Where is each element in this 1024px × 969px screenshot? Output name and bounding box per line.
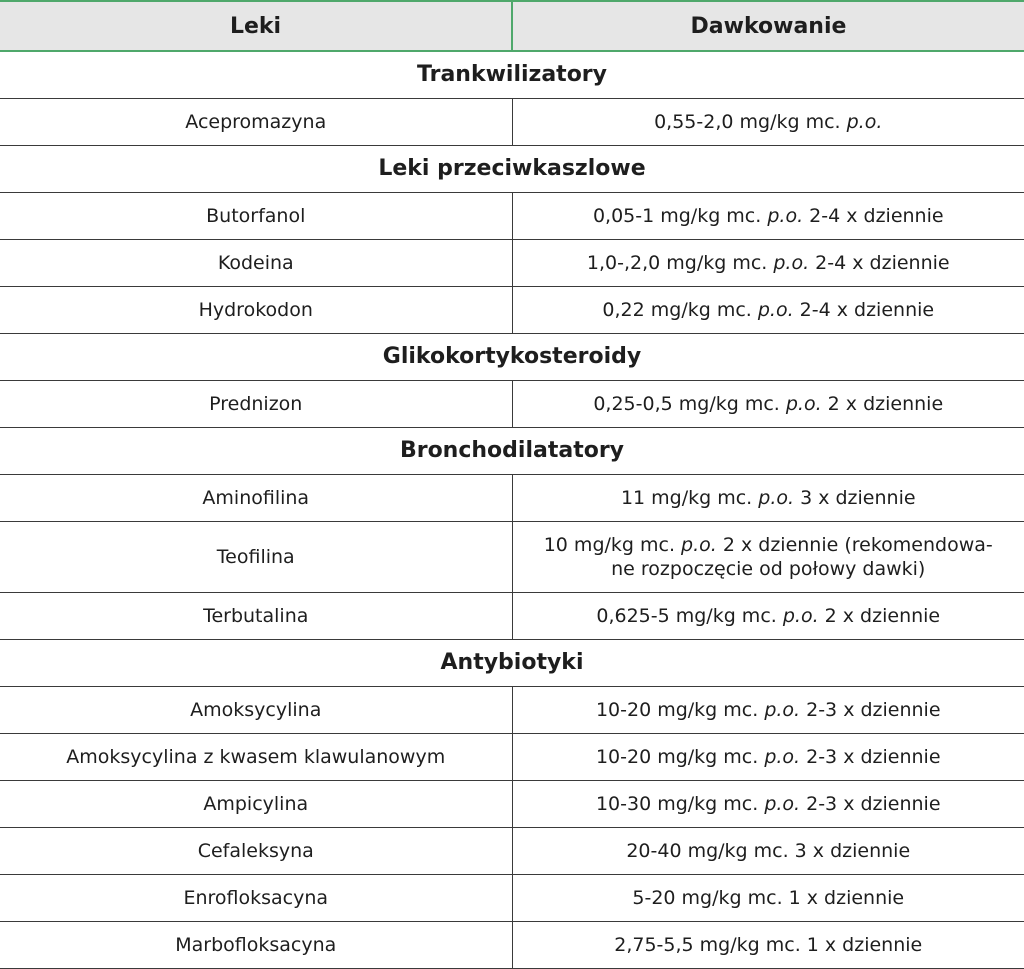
drug-name: Terbutalina (0, 593, 512, 640)
group-row (0, 146, 1024, 193)
group-title: Glikokortykosteroidy (0, 334, 1024, 381)
dosage: 10 mg/kg mc. p.o. 2 x dziennie (rekomendowa- ne rozpoczęcie od połowy dawki) (512, 522, 1024, 593)
drug-name: Ampicylina (0, 781, 512, 828)
table-row (0, 781, 1024, 828)
drug-name: Amoksycylina (0, 687, 512, 734)
drug-name: Butorfanol (0, 193, 512, 240)
group-row (0, 334, 1024, 381)
group-row (0, 640, 1024, 687)
table-row (0, 522, 1024, 593)
table-row (0, 99, 1024, 146)
dosage: 1,0-,2,0 mg/kg mc. p.o. 2-4 x dziennie (512, 240, 1024, 287)
drug-name: Teofilina (0, 522, 512, 593)
drug-name: Amoksycylina z kwasem klawulanowym (0, 734, 512, 781)
group-title: Bronchodilatatory (0, 428, 1024, 475)
dosage: 20-40 mg/kg mc. 3 x dziennie (512, 828, 1024, 875)
group-title: Trankwilizatory (0, 51, 1024, 99)
group-row (0, 428, 1024, 475)
table-row (0, 193, 1024, 240)
drug-name: Kodeina (0, 240, 512, 287)
dosage: 0,25-0,5 mg/kg mc. p.o. 2 x dziennie (512, 381, 1024, 428)
dosage: 10-30 mg/kg mc. p.o. 2-3 x dziennie (512, 781, 1024, 828)
dosage: 0,55-2,0 mg/kg mc. p.o. (512, 99, 1024, 146)
drug-name: Acepromazyna (0, 99, 512, 146)
header-drugs: Leki (0, 1, 512, 51)
table-row (0, 593, 1024, 640)
header-dosage: Dawkowanie (512, 1, 1024, 51)
table-row (0, 734, 1024, 781)
group-title: Antybiotyki (0, 640, 1024, 687)
drug-name: Hydrokodon (0, 287, 512, 334)
dosage: 0,05-1 mg/kg mc. p.o. 2-4 x dziennie (512, 193, 1024, 240)
table-row (0, 475, 1024, 522)
group-title: Leki przeciwkaszlowe (0, 146, 1024, 193)
drug-name: Prednizon (0, 381, 512, 428)
dosage: 10-20 mg/kg mc. p.o. 2-3 x dziennie (512, 734, 1024, 781)
table-row (0, 287, 1024, 334)
dosage: 0,625-5 mg/kg mc. p.o. 2 x dziennie (512, 593, 1024, 640)
drug-name: Enrofloksacyna (0, 875, 512, 922)
dosage: 5-20 mg/kg mc. 1 x dziennie (512, 875, 1024, 922)
table-row (0, 240, 1024, 287)
dosage: 10-20 mg/kg mc. p.o. 2-3 x dziennie (512, 687, 1024, 734)
drug-name: Marbofloksacyna (0, 922, 512, 969)
drug-name: Aminofilina (0, 475, 512, 522)
table-row (0, 687, 1024, 734)
dosage: 11 mg/kg mc. p.o. 3 x dziennie (512, 475, 1024, 522)
dosage: 2,75-5,5 mg/kg mc. 1 x dziennie (512, 922, 1024, 969)
table-row (0, 922, 1024, 969)
group-row (0, 51, 1024, 99)
header-row (0, 1, 1024, 51)
table-row (0, 875, 1024, 922)
table-row (0, 381, 1024, 428)
drug-name: Cefaleksyna (0, 828, 512, 875)
table-row (0, 828, 1024, 875)
dosage: 0,22 mg/kg mc. p.o. 2-4 x dziennie (512, 287, 1024, 334)
